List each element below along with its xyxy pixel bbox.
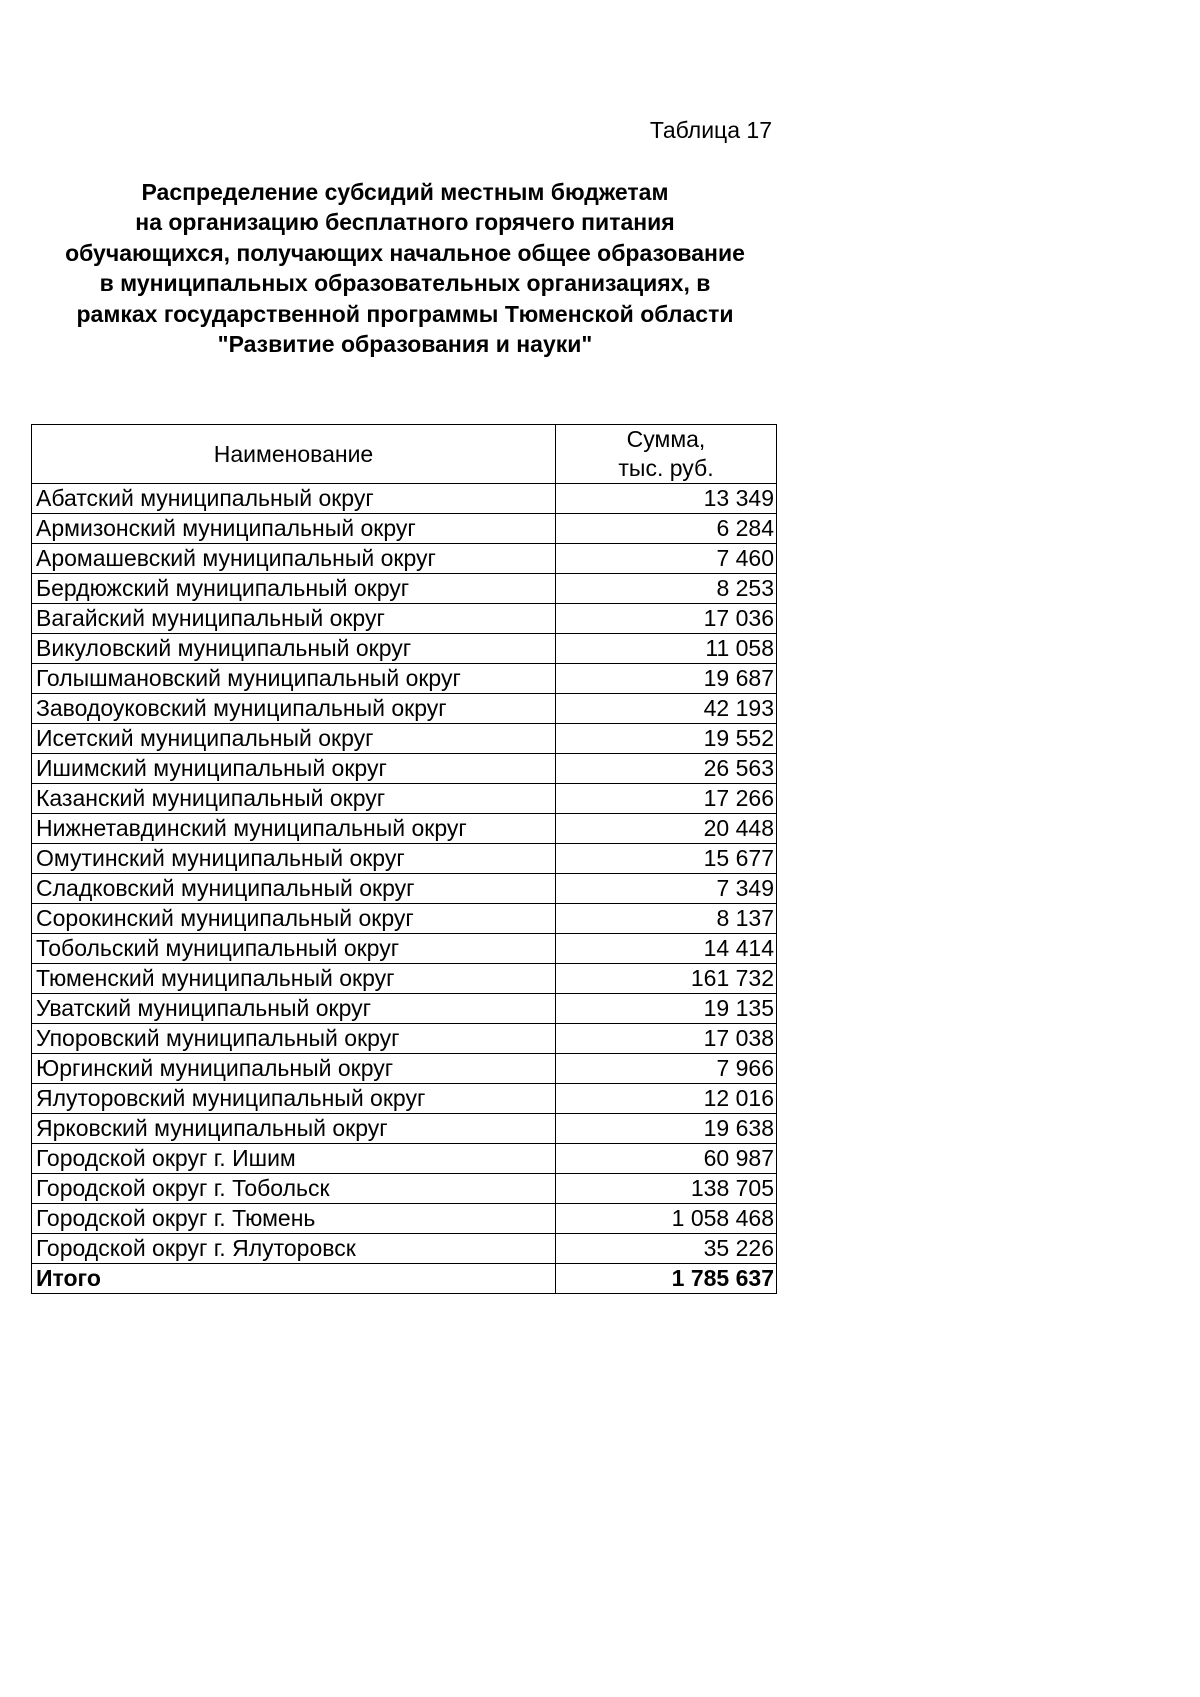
row-name: Вагайский муниципальный округ xyxy=(32,604,556,634)
total-amount: 1 785 637 xyxy=(556,1264,777,1294)
row-amount: 1 058 468 xyxy=(556,1204,777,1234)
table-row xyxy=(32,724,777,754)
row-name: Сладковский муниципальный округ xyxy=(32,874,556,904)
subsidy-table xyxy=(31,424,777,1294)
row-name: Уватский муниципальный округ xyxy=(32,994,556,1024)
header-name: Наименование xyxy=(32,425,556,484)
header-sum xyxy=(556,425,777,484)
row-amount: 138 705 xyxy=(556,1174,777,1204)
row-name: Городской округ г. Тюмень xyxy=(32,1204,556,1234)
row-amount: 19 638 xyxy=(556,1114,777,1144)
row-name: Тюменский муниципальный округ xyxy=(32,964,556,994)
table-row xyxy=(32,1204,777,1234)
title-line: обучающихся, получающих начальное общее образование xyxy=(65,239,745,266)
row-name: Юргинский муниципальный округ xyxy=(32,1054,556,1084)
table-row xyxy=(32,784,777,814)
row-amount: 17 036 xyxy=(556,604,777,634)
row-name: Тобольский муниципальный округ xyxy=(32,934,556,964)
row-name: Армизонский муниципальный округ xyxy=(32,514,556,544)
table-row xyxy=(32,574,777,604)
row-name: Городской округ г. Тобольск xyxy=(32,1174,556,1204)
row-name: Городской округ г. Ишим xyxy=(32,1144,556,1174)
table-row xyxy=(32,1114,777,1144)
row-name: Заводоуковский муниципальный округ xyxy=(32,694,556,724)
table-number: Таблица 17 xyxy=(649,117,772,143)
row-amount: 7 966 xyxy=(556,1054,777,1084)
row-amount: 6 284 xyxy=(556,514,777,544)
table-row xyxy=(32,1234,777,1264)
row-amount: 42 193 xyxy=(556,694,777,724)
row-name: Абатский муниципальный округ xyxy=(32,484,556,514)
row-amount: 14 414 xyxy=(556,934,777,964)
row-amount: 12 016 xyxy=(556,1084,777,1114)
table-row xyxy=(32,544,777,574)
title-line: в муниципальных образовательных организациях, в xyxy=(99,270,711,297)
row-amount: 17 038 xyxy=(556,1024,777,1054)
table-row xyxy=(32,604,777,634)
table-row xyxy=(32,1144,777,1174)
table-row xyxy=(32,634,777,664)
table-body xyxy=(32,484,777,1294)
title-line: "Развитие образования и науки" xyxy=(217,331,593,358)
header-sum-line1: Сумма, xyxy=(626,426,706,452)
row-name: Омутинский муниципальный округ xyxy=(32,844,556,874)
table-row xyxy=(32,934,777,964)
row-amount: 7 460 xyxy=(556,544,777,574)
row-name: Ишимский муниципальный округ xyxy=(32,754,556,784)
row-name: Бердюжский муниципальный округ xyxy=(32,574,556,604)
row-amount: 35 226 xyxy=(556,1234,777,1264)
table-row xyxy=(32,664,777,694)
table-row xyxy=(32,514,777,544)
row-amount: 161 732 xyxy=(556,964,777,994)
header-sum-line2: тыс. руб. xyxy=(618,455,714,481)
row-name: Городской округ г. Ялуторовск xyxy=(32,1234,556,1264)
row-name: Исетский муниципальный округ xyxy=(32,724,556,754)
table-row xyxy=(32,1054,777,1084)
row-name: Ярковский муниципальный округ xyxy=(32,1114,556,1144)
total-row xyxy=(32,1264,777,1294)
table-row xyxy=(32,904,777,934)
row-name: Ялуторовский муниципальный округ xyxy=(32,1084,556,1114)
table-row xyxy=(32,814,777,844)
table-row xyxy=(32,994,777,1024)
table-row xyxy=(32,1174,777,1204)
document-title xyxy=(32,177,778,359)
total-label: Итого xyxy=(32,1264,556,1294)
table-row xyxy=(32,964,777,994)
row-name: Викуловский муниципальный округ xyxy=(32,634,556,664)
title-line: Распределение субсидий местным бюджетам xyxy=(141,179,669,205)
row-name: Сорокинский муниципальный округ xyxy=(32,904,556,934)
table-row xyxy=(32,844,777,874)
row-amount: 26 563 xyxy=(556,754,777,784)
row-amount: 15 677 xyxy=(556,844,777,874)
title-line: рамках государственной программы Тюменской области xyxy=(76,300,734,327)
table-row xyxy=(32,1084,777,1114)
table-row xyxy=(32,754,777,784)
row-amount: 20 448 xyxy=(556,814,777,844)
row-amount: 19 135 xyxy=(556,994,777,1024)
row-name: Казанский муниципальный округ xyxy=(32,784,556,814)
table-row xyxy=(32,1024,777,1054)
table-row xyxy=(32,484,777,514)
row-amount: 8 253 xyxy=(556,574,777,604)
row-amount: 11 058 xyxy=(556,634,777,664)
row-name: Аромашевский муниципальный округ xyxy=(32,544,556,574)
row-name: Голышмановский муниципальный округ xyxy=(32,664,556,694)
table-row xyxy=(32,694,777,724)
table-row xyxy=(32,874,777,904)
title-line: на организацию бесплатного горячего питания xyxy=(135,209,675,236)
row-amount: 19 552 xyxy=(556,724,777,754)
row-amount: 13 349 xyxy=(556,484,777,514)
table-header-row xyxy=(32,425,777,484)
row-amount: 19 687 xyxy=(556,664,777,694)
row-name: Нижнетавдинский муниципальный округ xyxy=(32,814,556,844)
row-amount: 60 987 xyxy=(556,1144,777,1174)
row-name: Упоровский муниципальный округ xyxy=(32,1024,556,1054)
row-amount: 8 137 xyxy=(556,904,777,934)
row-amount: 17 266 xyxy=(556,784,777,814)
row-amount: 7 349 xyxy=(556,874,777,904)
